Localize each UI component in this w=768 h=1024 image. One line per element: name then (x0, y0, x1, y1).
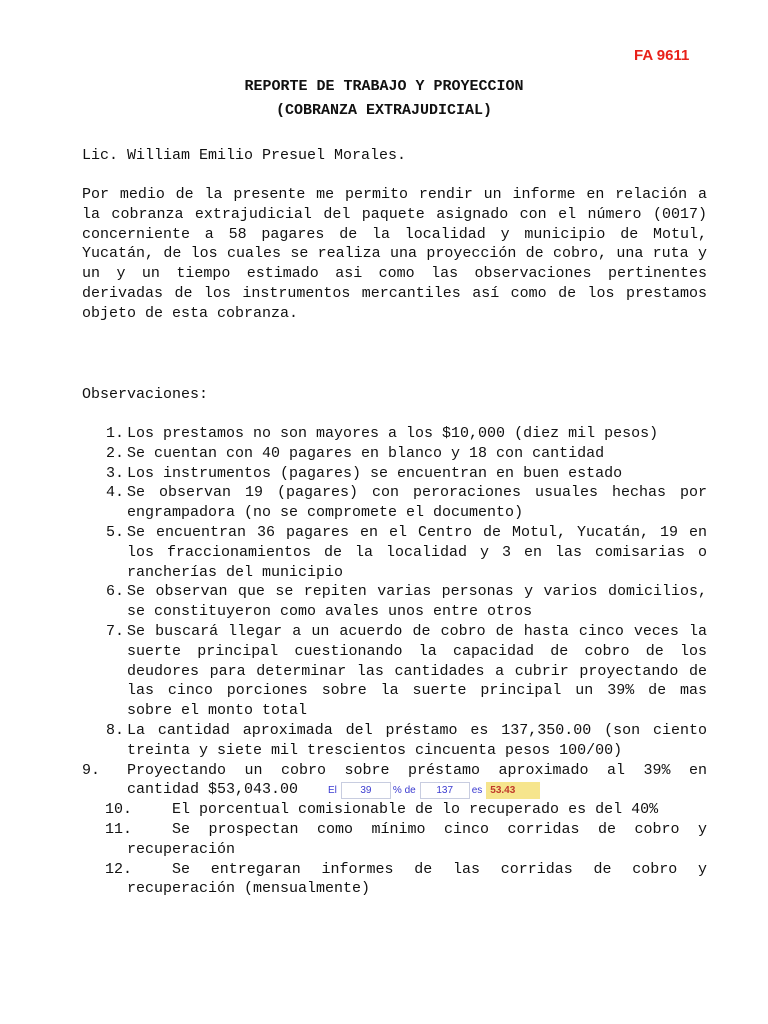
calc-middle: % de (392, 785, 416, 796)
list-item: 3. Los instrumentos (pagares) se encuentran en buen estado (105, 464, 623, 482)
list-item: 5. Se encuentran 36 pagares en el Centro de Motul, Yucatán, 19 en los fraccionamientos de la localidad y 3 en las comisarias o rancherías del municipio (105, 523, 707, 581)
observations-heading: Observaciones: (82, 386, 209, 403)
list-item: 2. Se cuentan con 40 pagares en blanco y 18 con cantidad (105, 444, 605, 462)
list-item: 10. El porcentual comisionable de lo recuperado es del 40% (105, 801, 659, 819)
list-item: 11. Se prospectan como mínimo cinco corridas de cobro y recuperación (105, 820, 707, 858)
observations-list (82, 424, 707, 899)
calc-prefix: El (328, 785, 337, 796)
list-item: 12. Se entregaran informes de las corridas de cobro y recuperación (mensualmente) (105, 860, 707, 898)
report-title: REPORTE DE TRABAJO Y PROYECCION (244, 78, 524, 95)
list-item: 8. La cantidad aproximada del préstamo es 137,350.00 (son ciento treinta y siete mil trescientos cincuenta pesos 100/00) (105, 721, 707, 759)
calc-base-input[interactable]: 137 (420, 782, 470, 799)
report-subtitle: (COBRANZA EXTRAJUDICIAL) (275, 102, 493, 119)
document-code: FA 9611 (634, 47, 690, 64)
salutation: Lic. William Emilio Presuel Morales. (82, 147, 407, 164)
list-item: 7. Se buscará llegar a un acuerdo de cobro de hasta cinco veces la suerte principal cuestionando la capacidad de cobro de los deudores para determinar las cantidades a cubrir proyectando de las cinco porciones sobre la suerte principal un 39% de mas sobre el monto total (105, 622, 707, 720)
intro-paragraph: Por medio de la presente me permito rendir un informe en relación a la cobranza extrajudicial del paquete asignado con el número (0017) concerniente a 58 pagares de la localidad y municipio de Motul, Yucatán, de los cuales se realiza una proyección de cobro, una ruta y un y un tiempo estimado asi como las observaciones pertinentes derivadas de los instrumentos mercantiles así como de los prestamos objeto de esta cobranza. (82, 186, 707, 322)
list-item: 4. Se observan 19 (pagares) con peroraciones usuales hechas por engrampadora (no se compromete el documento) (105, 484, 707, 522)
calc-result: 53.43 (486, 782, 540, 799)
calc-percent-input[interactable]: 39 (341, 782, 391, 799)
list-item: 1. Los prestamos no son mayores a los $10,000 (diez mil pesos) (105, 425, 659, 442)
calc-suffix: es (471, 785, 483, 796)
list-item: 9. Proyectando un cobro sobre préstamo aproximado al 39% en cantidad $53,043.00 (82, 761, 707, 799)
list-item: 6. Se observan que se repiten varias personas y varios domicilios, se constituyeron como avales unos entre otros (105, 583, 707, 621)
percentage-calculator-widget (328, 782, 540, 799)
